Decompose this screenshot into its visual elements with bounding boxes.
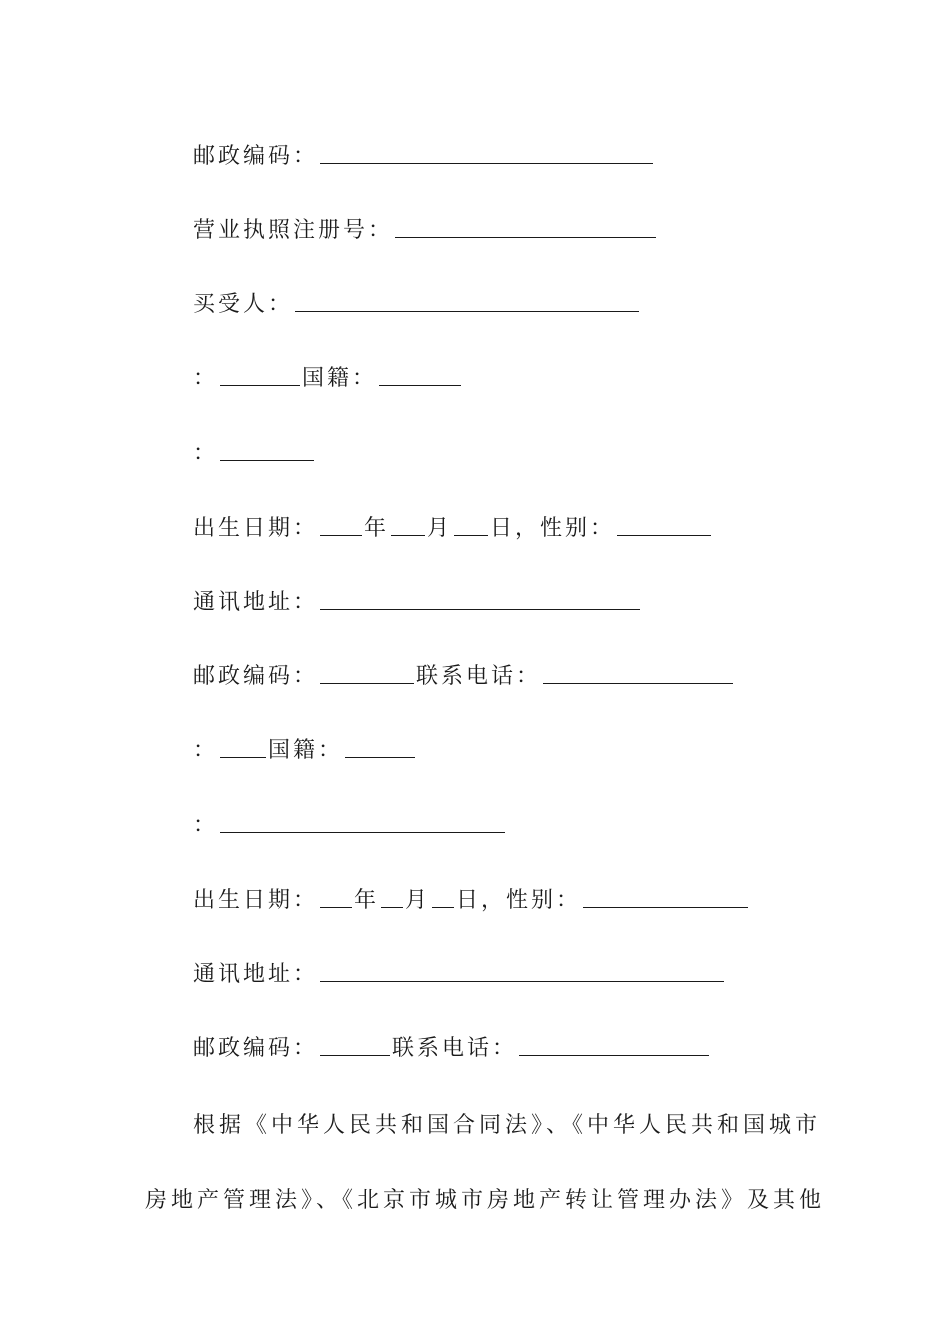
name-nationality-line (193, 730, 417, 764)
fill-blank[interactable] (220, 832, 505, 833)
postal-phone-line (193, 656, 735, 690)
field-label: 买受人： (193, 292, 294, 317)
buyer-line (193, 284, 641, 318)
field-label: 月 (427, 516, 453, 541)
fill-blank[interactable] (320, 163, 653, 164)
address-line (193, 954, 726, 988)
field-label: ： (193, 366, 219, 391)
field-label: ： (193, 441, 219, 466)
field-label: 出生日期： (193, 888, 319, 913)
field-label: 国籍： (268, 738, 344, 763)
field-label: 邮政编码： (193, 664, 319, 689)
field-label: 联系电话： (416, 664, 542, 689)
fill-blank[interactable] (345, 757, 415, 758)
field-label: 出生日期： (193, 516, 319, 541)
field-label: 营业执照注册号： (193, 218, 394, 243)
fill-blank[interactable] (320, 981, 724, 982)
field-label: 邮政编码： (193, 144, 319, 169)
seller-postal-code-line (193, 136, 655, 170)
fill-blank[interactable] (583, 907, 748, 908)
address-line (193, 582, 642, 616)
field-label: 国籍： (302, 366, 378, 391)
fill-blank[interactable] (220, 460, 314, 461)
field-label: 通讯地址： (193, 590, 319, 615)
fill-blank[interactable] (295, 311, 639, 312)
fill-blank[interactable] (320, 535, 362, 536)
fill-blank[interactable] (320, 1055, 390, 1056)
fill-blank[interactable] (320, 907, 352, 908)
fill-blank[interactable] (220, 757, 266, 758)
business-license-line (193, 210, 658, 244)
field-label: 日，性别： (490, 516, 616, 541)
fill-blank[interactable] (381, 907, 403, 908)
field-label: 月 (405, 888, 431, 913)
id-line (193, 433, 316, 467)
fill-blank[interactable] (543, 683, 733, 684)
fill-blank[interactable] (220, 385, 300, 386)
fill-blank[interactable] (617, 535, 711, 536)
fill-blank[interactable] (391, 535, 425, 536)
field-label: 通讯地址： (193, 962, 319, 987)
fill-blank[interactable] (395, 237, 656, 238)
field-label: ： (193, 738, 219, 763)
field-label: 邮政编码： (193, 1036, 319, 1061)
paragraph-line-1: 根据《中华人民共和国合同法》、《中华人民共和国城市 (193, 1113, 822, 1138)
fill-blank[interactable] (519, 1055, 709, 1056)
field-label: 日，性别： (456, 888, 582, 913)
birth-gender-line (193, 508, 713, 542)
birth-gender-line (193, 880, 750, 914)
postal-phone-line (193, 1028, 711, 1062)
id-line (193, 805, 507, 839)
name-nationality-line (193, 358, 463, 392)
fill-blank[interactable] (454, 535, 488, 536)
paragraph-line-2: 房地产管理法》、《北京市城市房地产转让管理办法》及其他 (145, 1188, 826, 1213)
fill-blank[interactable] (320, 609, 640, 610)
field-label: 年 (364, 516, 390, 541)
fill-blank[interactable] (379, 385, 461, 386)
field-label: 联系电话： (392, 1036, 518, 1061)
field-label: ： (193, 813, 219, 838)
fill-blank[interactable] (432, 907, 454, 908)
field-label: 年 (354, 888, 380, 913)
fill-blank[interactable] (320, 683, 414, 684)
